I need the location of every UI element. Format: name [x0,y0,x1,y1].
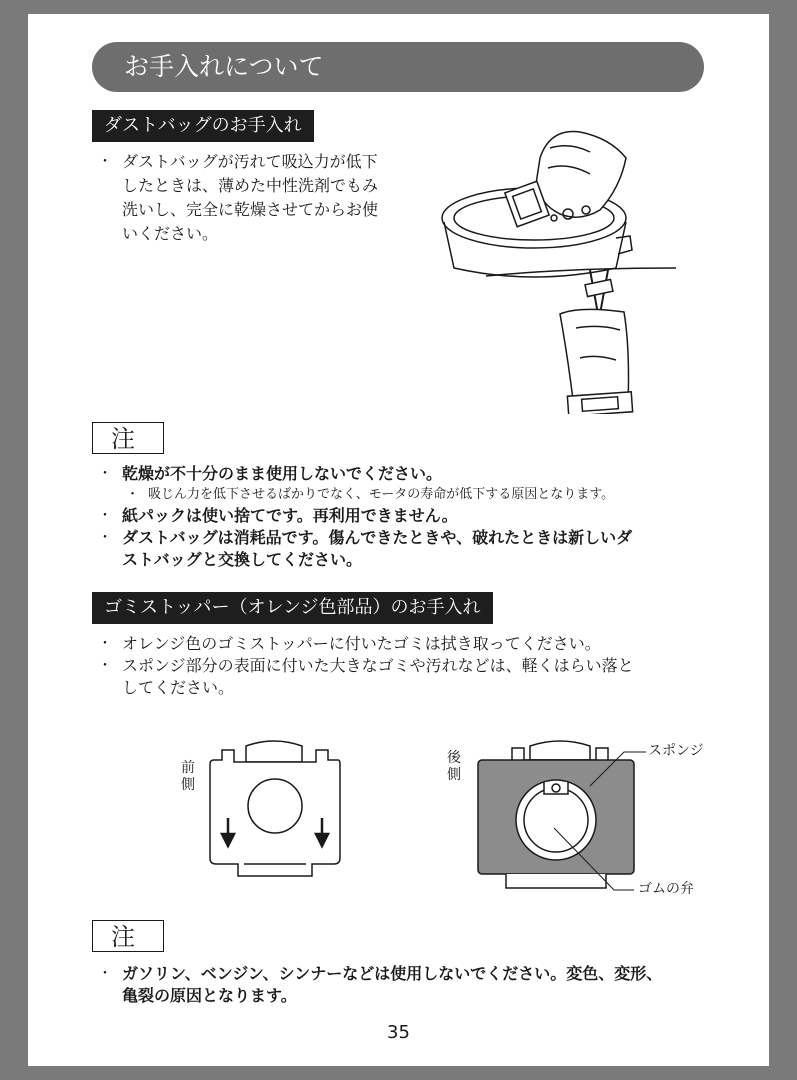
rubber-valve-label: ゴムの弁 [638,881,694,897]
bullet-marker: ・ [98,966,112,982]
note-item: 乾燥が不十分のまま使用しないでください。 [122,464,443,483]
note2-text-line: ガソリン、ベンジン、シンナーなどは使用しないでください。変色、変形、 [122,964,663,983]
bullet-marker: ・ [98,466,112,482]
bullet-marker: ・ [98,636,112,652]
note2-text-line: 亀裂の原因となります。 [122,986,297,1005]
bullet-marker: ・ [98,530,112,546]
dustbag-text-line: いください。 [122,224,219,243]
sub-bullet-marker: ・ [126,487,140,502]
section-heading-stopper: ゴミストッパー（オレンジ色部品）のお手入れ [92,592,493,624]
bullet-marker: ・ [98,154,112,170]
stopper-back-diagram [474,734,674,894]
bullet-marker: ・ [98,508,112,524]
dustbag-text-line: ダストバッグが汚れて吸込力が低下 [122,152,378,171]
page-number: 35 [387,1022,410,1043]
page-title: お手入れについて [124,52,324,81]
front-side-label: 前側 [181,760,195,793]
stopper-text-line: してください。 [122,678,235,697]
note-sub-item: 吸じん力を低下させるばかりでなく、モータの寿命が低下する原因となります。 [148,487,615,502]
bullet-marker: ・ [98,658,112,674]
back-side-label: 後側 [447,750,461,783]
manual-page [28,14,769,1066]
dustbag-text-line: 洗いし、完全に乾燥させてからお使 [122,200,379,219]
dustbag-text-line: したときは、薄めた中性洗剤でもみ [122,176,379,195]
stopper-text-line: スポンジ部分の表面に付いた大きなゴミや汚れなどは、軽くはらい落と [122,656,634,675]
note-item: 紙パックは使い捨てです。再利用できません。 [122,506,458,525]
note-label: 注 [92,422,164,454]
stopper-front-diagram [204,734,346,882]
note-item: ダストバッグは消耗品です。傷んできたときや、破れたときは新しいダ [122,528,633,547]
stopper-text-line: オレンジ色のゴミストッパーに付いたゴミは拭き取ってください。 [122,634,601,653]
page-title-banner [92,42,704,92]
note-item-cont: ストバッグと交換してください。 [122,550,363,569]
note-label: 注 [92,920,164,952]
sponge-label: スポンジ [648,743,704,759]
section-heading-dustbag: ダストバッグのお手入れ [92,110,314,142]
washing-illustration [440,118,676,414]
